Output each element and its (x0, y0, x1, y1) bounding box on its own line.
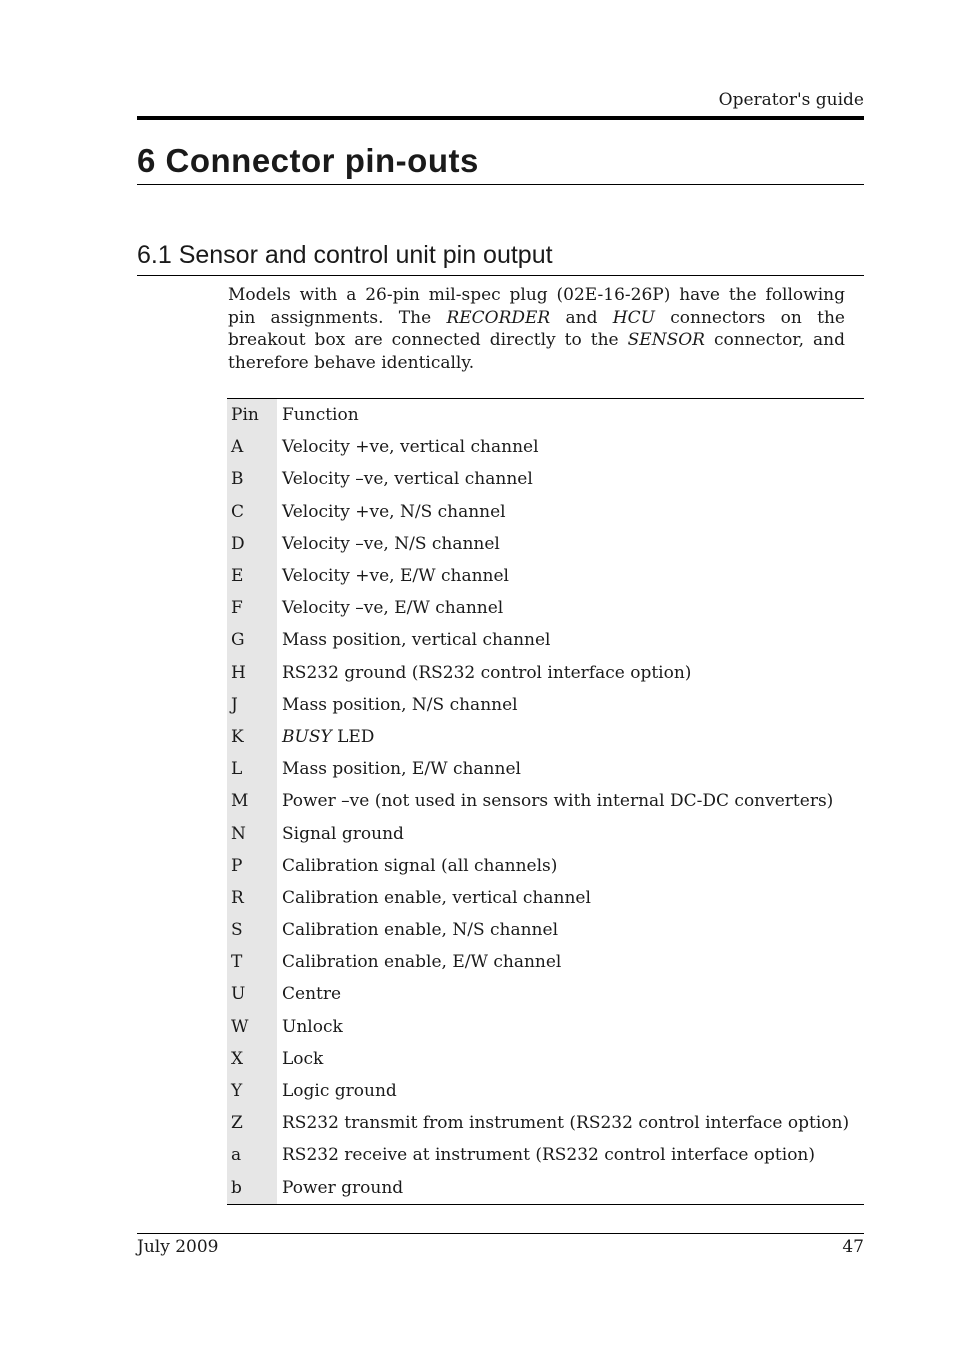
table-row (227, 1107, 864, 1139)
function-cell: Velocity +ve, E/W channel (282, 566, 509, 587)
table-row (227, 657, 864, 689)
table-row (227, 1075, 864, 1107)
table-row (227, 978, 864, 1010)
table-row (227, 496, 864, 528)
running-head: Operator's guide (718, 90, 864, 110)
table-row (227, 1172, 864, 1205)
function-cell: Calibration enable, E/W channel (282, 952, 562, 973)
function-cell: Velocity –ve, vertical channel (282, 469, 533, 490)
table-row (227, 753, 864, 785)
table-row (227, 560, 864, 592)
pin-cell: M (227, 785, 277, 817)
table-row (227, 689, 864, 721)
pin-cell: H (227, 657, 277, 689)
section-title: 6.1 Sensor and control unit pin output (137, 241, 553, 269)
pin-cell: W (227, 1011, 277, 1043)
pin-cell: E (227, 560, 277, 592)
table-row (227, 1139, 864, 1171)
pin-cell: S (227, 914, 277, 946)
pin-cell: Y (227, 1075, 277, 1107)
intro-term-recorder: RECORDER (446, 307, 551, 328)
function-cell: Calibration signal (all channels) (282, 855, 558, 876)
section-rule (137, 275, 864, 276)
table-row (227, 528, 864, 560)
function-cell (277, 721, 864, 753)
intro-text: connector, and therefore behave identically. (228, 330, 845, 373)
pin-cell: T (227, 946, 277, 978)
function-cell: Signal ground (282, 823, 404, 844)
function-cell: RS232 ground (RS232 control interface option) (282, 662, 692, 683)
function-cell: Velocity –ve, E/W channel (282, 598, 504, 619)
table-row (227, 850, 864, 882)
function-cell: Centre (282, 984, 342, 1005)
pin-cell: N (227, 817, 277, 849)
function-cell: Mass position, N/S channel (282, 694, 518, 715)
chapter-title: 6 Connector pin-outs (137, 142, 479, 179)
table-row (227, 721, 864, 753)
table-row (227, 785, 864, 817)
header-pin: Pin (227, 399, 277, 432)
intro-term-sensor: SENSOR (627, 330, 705, 350)
intro-text: connectors on the breakout box are connected directly to the (228, 307, 845, 350)
intro-paragraph (228, 284, 845, 374)
pin-table (227, 398, 864, 1205)
function-text: LED (331, 726, 375, 747)
table-row (227, 882, 864, 914)
function-cell: Unlock (282, 1016, 343, 1037)
pin-cell: D (227, 528, 277, 560)
table-row (227, 624, 864, 656)
table-row (227, 914, 864, 946)
pin-cell: R (227, 882, 277, 914)
pin-cell: K (227, 721, 277, 753)
function-cell: Lock (282, 1048, 324, 1069)
pin-cell: U (227, 978, 277, 1010)
function-cell: Velocity +ve, vertical channel (282, 437, 539, 458)
function-cell: Calibration enable, vertical channel (282, 887, 591, 908)
table-row (227, 463, 864, 495)
page-number: 47 (842, 1237, 864, 1257)
pin-cell: C (227, 496, 277, 528)
footer-rule (137, 1233, 864, 1234)
pin-cell: L (227, 753, 277, 785)
pin-cell: B (227, 463, 277, 495)
function-cell: Mass position, vertical channel (282, 630, 551, 651)
pin-cell: X (227, 1043, 277, 1075)
table-header-row (227, 399, 864, 432)
function-cell: Velocity –ve, N/S channel (282, 533, 500, 554)
pin-cell: A (227, 431, 277, 463)
function-cell: Calibration enable, N/S channel (282, 920, 559, 941)
intro-text: and (550, 307, 613, 328)
pin-rows (227, 431, 864, 1204)
pin-cell: F (227, 592, 277, 624)
function-cell: Power –ve (not used in sensors with internal DC-DC converters) (282, 791, 834, 812)
chapter-rule (137, 184, 864, 185)
table-row (227, 946, 864, 978)
function-cell: RS232 transmit from instrument (RS232 control interface option) (282, 1113, 850, 1134)
function-cell: Mass position, E/W channel (282, 759, 521, 780)
pin-cell: a (227, 1139, 277, 1171)
pin-cell: Z (227, 1107, 277, 1139)
footer-date: July 2009 (137, 1237, 219, 1257)
function-term: BUSY (282, 726, 332, 747)
pin-cell: P (227, 850, 277, 882)
table-row (227, 1011, 864, 1043)
header-function: Function (282, 405, 359, 426)
table-row (227, 817, 864, 849)
pin-cell: b (227, 1172, 277, 1205)
pin-cell: G (227, 624, 277, 656)
intro-term-hcu: HCU (612, 307, 655, 328)
intro-text: Models with a 26-pin mil-spec plug (02E-16-26P) have the following pin assignments. The (228, 285, 845, 328)
function-cell: Logic ground (282, 1081, 397, 1102)
table-row (227, 1043, 864, 1075)
function-cell: Velocity +ve, N/S channel (282, 501, 506, 522)
function-cell: RS232 receive at instrument (RS232 control interface option) (282, 1145, 816, 1166)
pin-cell: J (227, 689, 277, 721)
table-row (227, 431, 864, 463)
table-row (227, 592, 864, 624)
function-cell: Power ground (282, 1177, 404, 1198)
header-rule (137, 116, 864, 120)
